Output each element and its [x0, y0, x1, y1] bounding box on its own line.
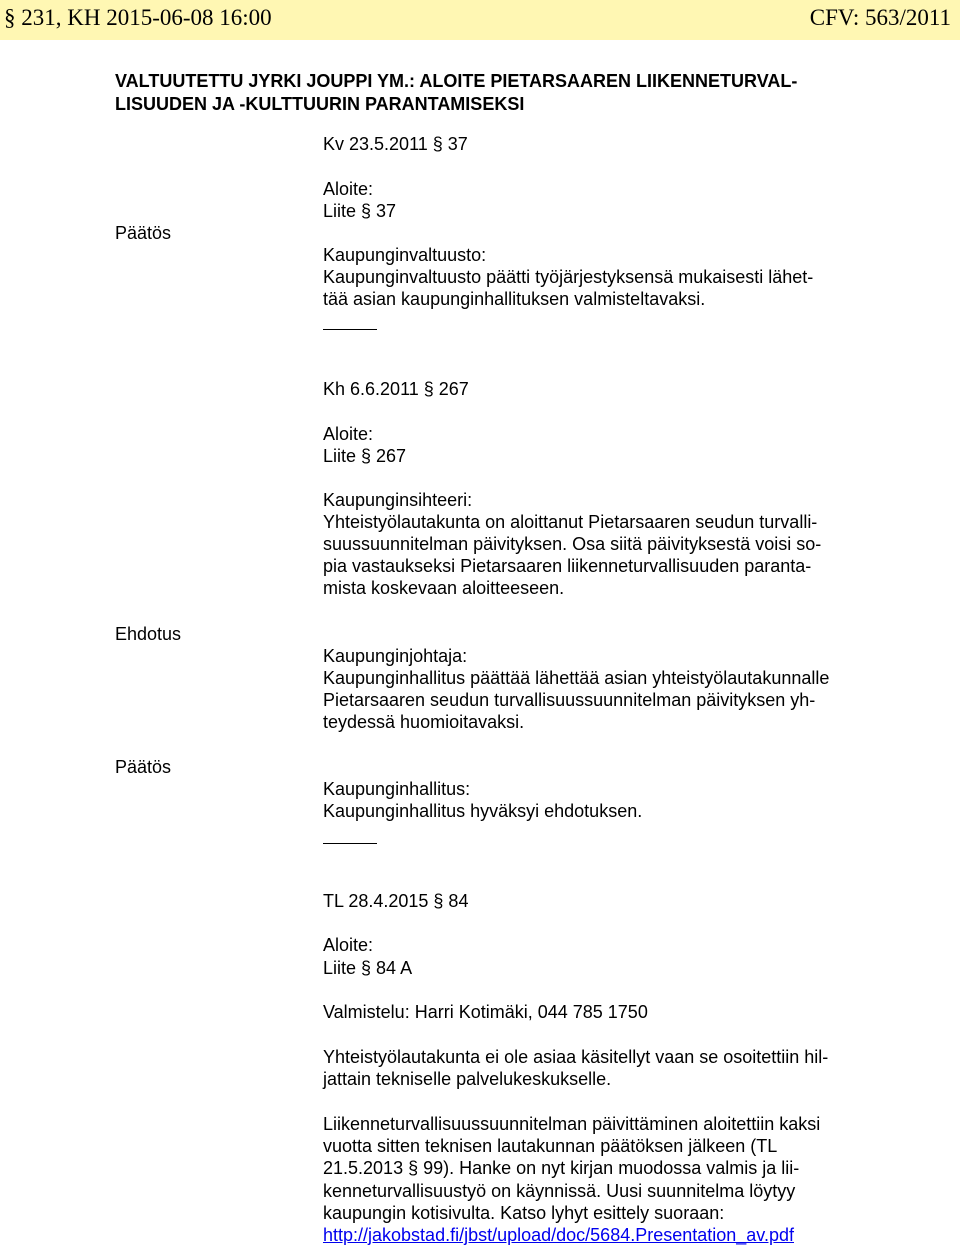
- document-title-line-1: VALTUUTETTU JYRKI JOUPPI YM.: ALOITE PIETARSAAREN LIIKENNETURVAL-: [115, 71, 798, 91]
- kh-liite: Liite § 267: [323, 446, 407, 466]
- tl-para1-line: Yhteistyölautakunta ei ole asiaa käsitellyt vaan se osoitettiin hil-: [323, 1047, 829, 1067]
- section-separator: [323, 329, 377, 330]
- kv-liite: Liite § 37: [323, 201, 397, 221]
- header-case-number: CFV: 563/2011: [809, 5, 951, 30]
- header-section-date: § 231, KH 2015-06-08 16:00: [4, 5, 272, 30]
- kv-text-line: Kaupunginvaltuusto päätti työjärjestyksensä mukaisesti lähet-: [323, 267, 814, 287]
- kh-organ-kaupunginhallitus: Kaupunginhallitus:: [323, 779, 471, 799]
- tl-para2-line: 21.5.2013 § 99). Hanke on nyt kirjan muodossa valmis ja lii-: [323, 1158, 800, 1178]
- kh-text1-line: suussuunnitelman päivityksen. Osa siitä päivityksestä voisi so-: [323, 534, 822, 554]
- side-label-paatos-2: Päätös: [115, 757, 172, 777]
- kv-reference: Kv 23.5.2011 § 37: [323, 134, 468, 154]
- tl-liite: Liite § 84 A: [323, 958, 413, 978]
- kv-organ: Kaupunginvaltuusto:: [323, 245, 487, 265]
- tl-para2-line: Liikenneturvallisuussuunnitelman päivittäminen aloitettiin kaksi: [323, 1114, 821, 1134]
- tl-para2-line: kenneturvallisuustyö on käynnissä. Uusi suunnitelma löytyy: [323, 1181, 796, 1201]
- kh-organ-kaupunginjohtaja: Kaupunginjohtaja:: [323, 646, 468, 666]
- kh-text2-line: Pietarsaaren seudun turvallisuussuunnitelman päivityksen yh-: [323, 690, 816, 710]
- tl-valmistelu: Valmistelu: Harri Kotimäki, 044 785 1750: [323, 1002, 648, 1022]
- kh-aloite-label: Aloite:: [323, 424, 374, 444]
- kh-text2-line: Kaupunginhallitus päättää lähettää asian yhteistyölautakunnalle: [323, 668, 830, 688]
- side-label-paatos-1: Päätös: [115, 223, 172, 243]
- document-title-line-2: LISUUDEN JA -KULTTUURIN PARANTAMISEKSI: [115, 94, 525, 114]
- tl-reference: TL 28.4.2015 § 84: [323, 891, 469, 911]
- side-label-ehdotus: Ehdotus: [115, 624, 182, 644]
- tl-para2-line: vuotta sitten teknisen lautakunnan päätöksen jälkeen (TL: [323, 1136, 778, 1156]
- presentation-pdf-link[interactable]: http://jakobstad.fi/jbst/upload/doc/5684.Presentation_av.pdf: [323, 1225, 794, 1245]
- section-separator: [323, 843, 377, 844]
- kv-aloite-label: Aloite:: [323, 179, 374, 199]
- kh-organ-kaupunginsihteeri: Kaupunginsihteeri:: [323, 490, 473, 510]
- kh-text1-line: Yhteistyölautakunta on aloittanut Pietarsaaren seudun turvalli-: [323, 512, 818, 532]
- tl-para2-line: kaupungin kotisivulta. Katso lyhyt esittely suoraan:: [323, 1203, 725, 1223]
- tl-aloite-label: Aloite:: [323, 935, 374, 955]
- tl-para1-line: jattain tekniselle palvelukeskukselle.: [323, 1069, 612, 1089]
- kh-text1-line: pia vastaukseksi Pietarsaaren liikenneturvallisuuden paranta-: [323, 556, 812, 576]
- kh-decision-text: Kaupunginhallitus hyväksyi ehdotuksen.: [323, 801, 643, 821]
- kh-text1-line: mista koskevaan aloitteeseen.: [323, 578, 565, 598]
- kh-reference: Kh 6.6.2011 § 267: [323, 379, 469, 399]
- kh-text2-line: teydessä huomioitavaksi.: [323, 712, 525, 732]
- kv-text-line: tää asian kaupunginhallituksen valmisteltavaksi.: [323, 289, 706, 309]
